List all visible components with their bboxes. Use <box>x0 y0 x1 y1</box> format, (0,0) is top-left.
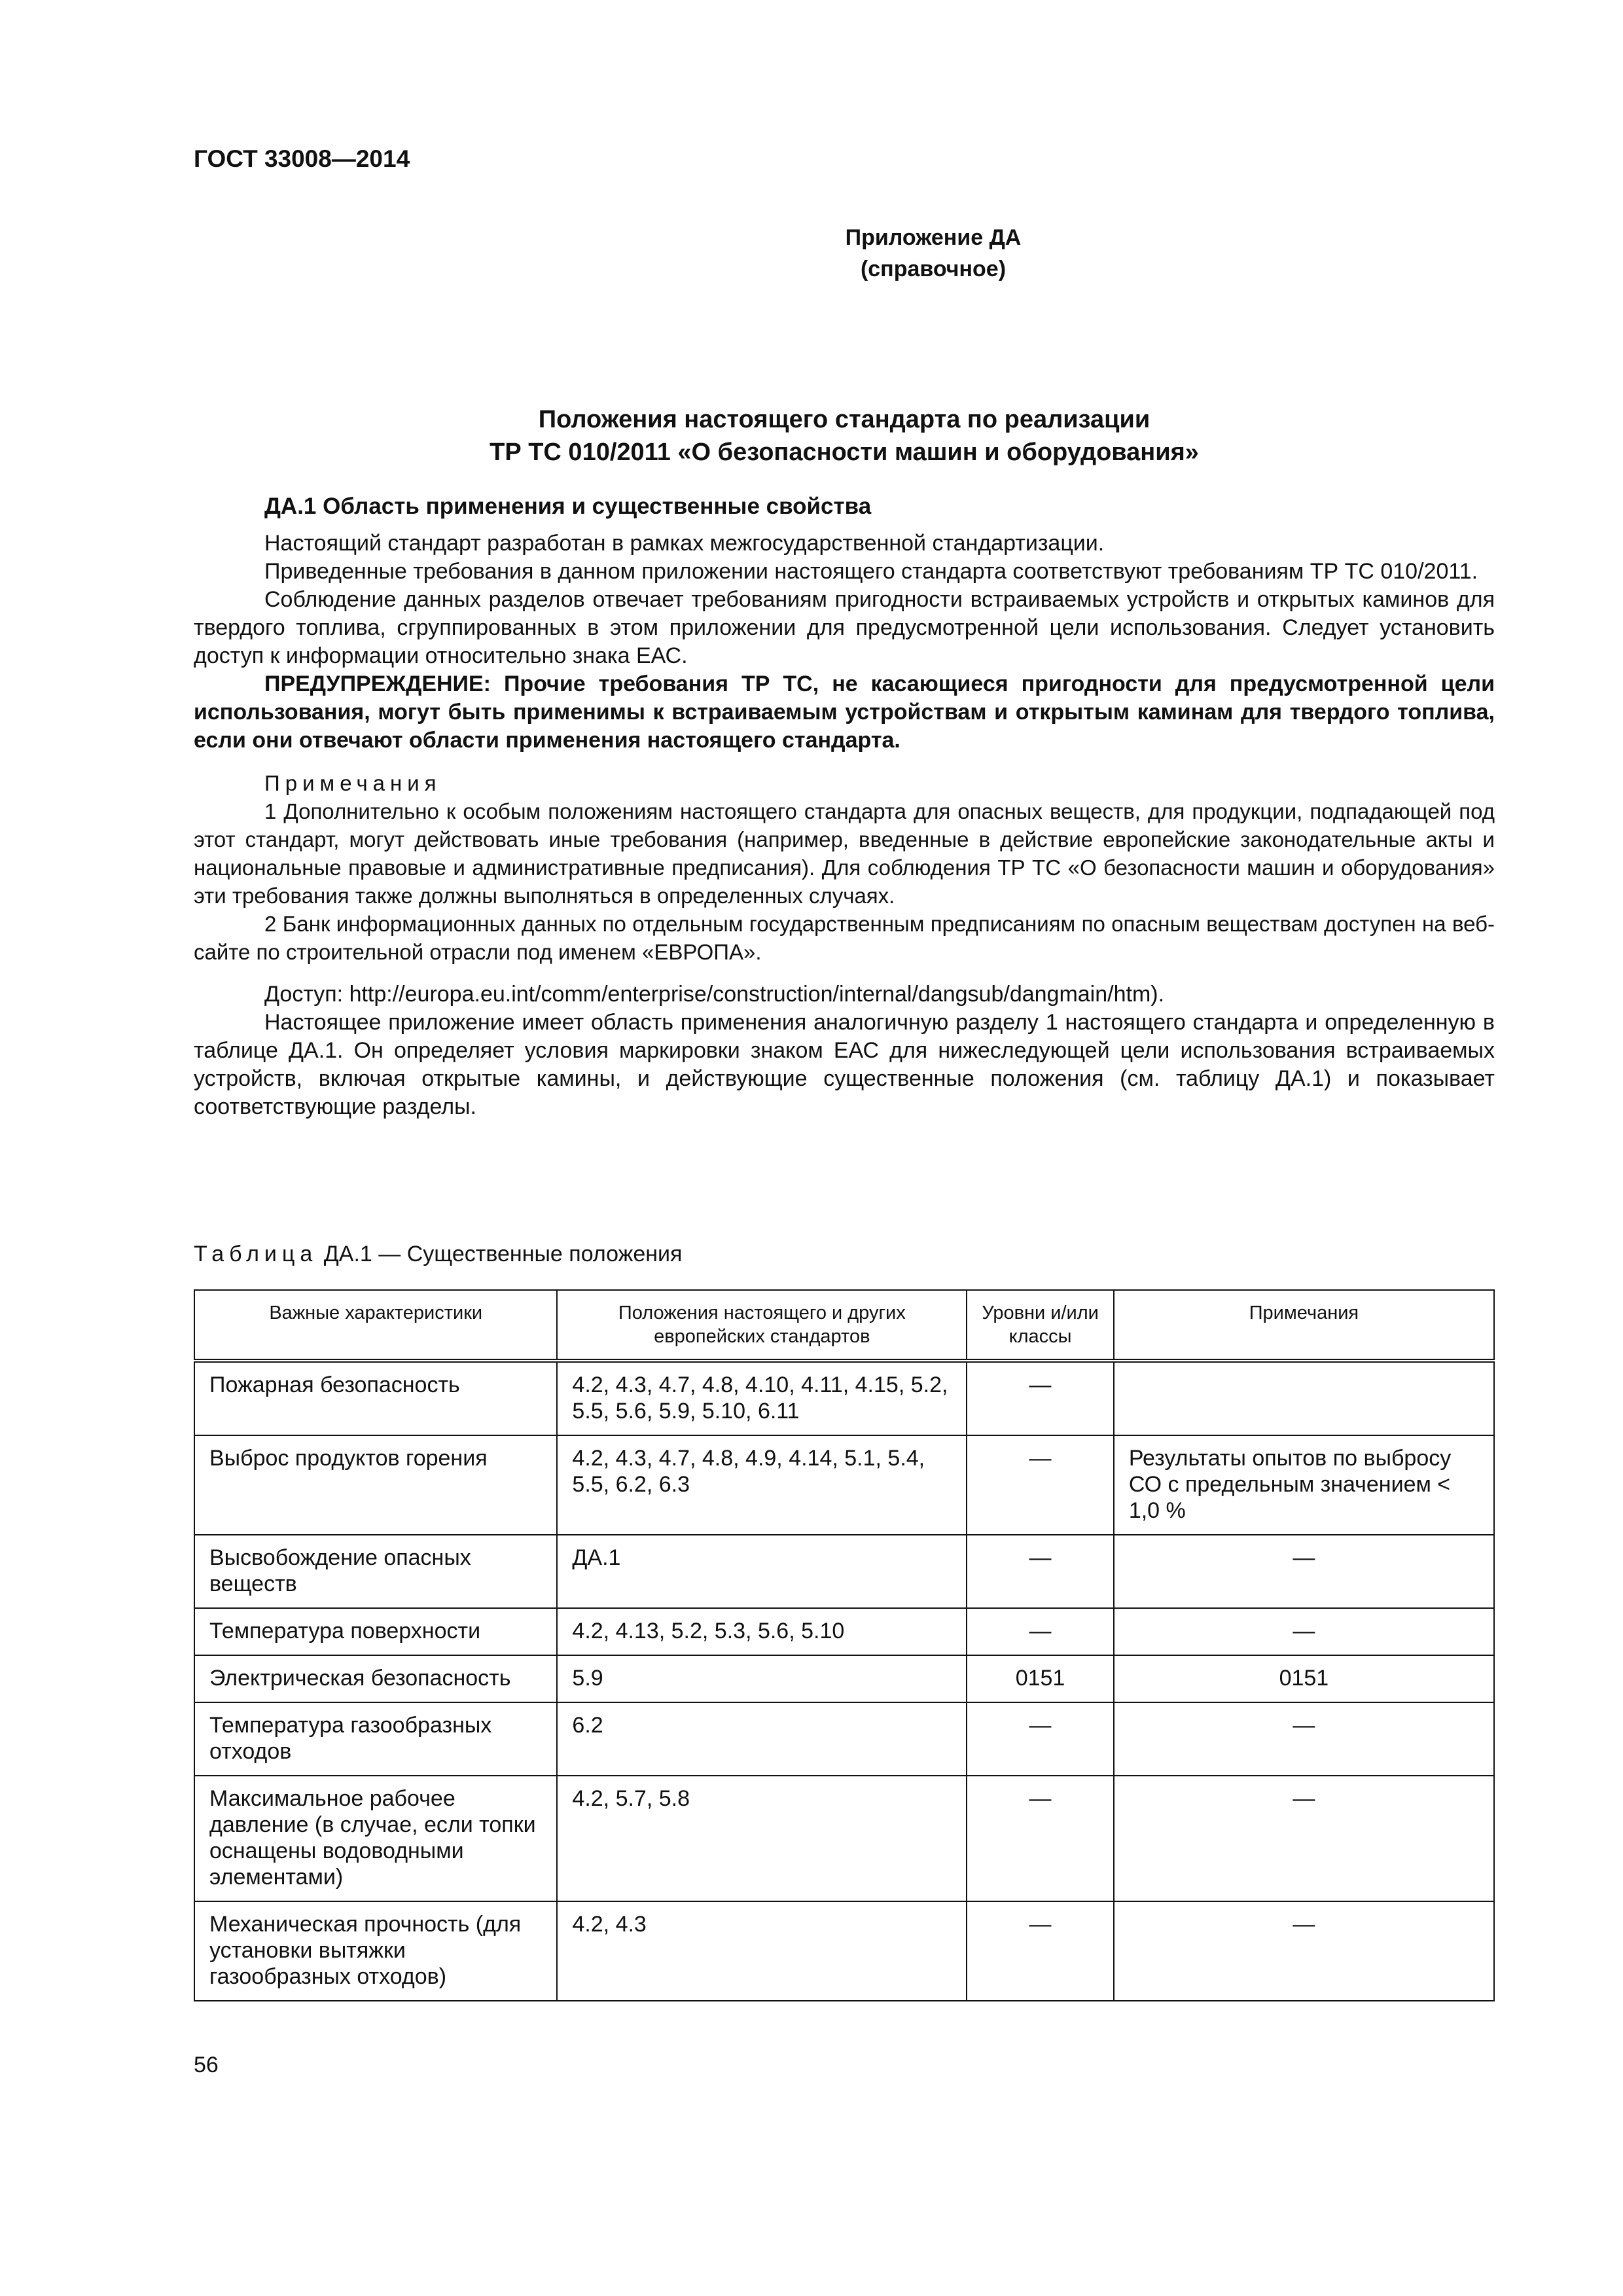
table-row <box>194 1702 1494 1776</box>
cell-levels: 0151 <box>967 1655 1114 1702</box>
cell-notes: — <box>1114 1901 1494 2001</box>
cell-provisions: 4.2, 4.3, 4.7, 4.8, 4.10, 4.11, 4.15, 5.2, 5.5, 5.6, 5.9, 5.10, 6.11 <box>557 1361 967 1435</box>
cell-notes: Результаты опытов по выбросу СО с предельным значением < 1,0 % <box>1114 1435 1494 1535</box>
cell-notes: — <box>1114 1776 1494 1901</box>
cell-provisions: 5.9 <box>557 1655 967 1702</box>
main-title-line-1: Положения настоящего стандарта по реализации <box>538 406 1150 433</box>
cell-provisions: 4.2, 4.3 <box>557 1901 967 2001</box>
table-row <box>194 1435 1494 1535</box>
essential-provisions-table <box>194 1289 1495 2001</box>
annex-type: (справочное) <box>860 257 1007 281</box>
table-row <box>194 1535 1494 1608</box>
header-provisions: Положения настоящего и других европейских стандартов <box>557 1290 967 1361</box>
note-1: 1 Дополнительно к особым положениям настоящего стандарта для опасных веществ, для продукции, подпадающей под этот стандарт, могут действовать иные требования (например, введенные в действие европейские законодательные акты и национальные правовые и административные предписания). Для соблюдения ТР ТС «О безопасности машин и оборудования» эти требования также должны выполняться в определенных случаях. <box>194 799 1495 908</box>
cell-characteristic: Электрическая безопасность <box>194 1655 557 1702</box>
table-row <box>194 1901 1494 2001</box>
cell-levels: — <box>967 1776 1114 1901</box>
header-notes: Примечания <box>1114 1290 1494 1361</box>
cell-levels: — <box>967 1361 1114 1435</box>
cell-levels: — <box>967 1435 1114 1535</box>
table-caption <box>194 1242 682 1267</box>
note-2: 2 Банк информационных данных по отдельным государственным предписаниям по опасным веществам доступен на веб-сайте по строительной отрасли под именем «ЕВРОПА». <box>194 912 1495 964</box>
cell-levels: — <box>967 1702 1114 1776</box>
cell-notes: — <box>1114 1702 1494 1776</box>
cell-provisions: ДА.1 <box>557 1535 967 1608</box>
cell-characteristic: Максимальное рабочее давление (в случае, если топки оснащены водоводными элементами) <box>194 1776 557 1901</box>
paragraph-3: Соблюдение данных разделов отвечает требованиям пригодности встраиваемых устройств и открытых каминов для твердого топлива, сгруппированных в этом приложении для предусмотренной цели использования. Следует установить доступ к информации относительно знака ЕАС. <box>194 587 1495 668</box>
page-number: 56 <box>194 2053 219 2077</box>
cell-notes <box>1114 1361 1494 1435</box>
cell-characteristic: Механическая прочность (для установки вытяжки газообразных отходов) <box>194 1901 557 2001</box>
cell-provisions: 4.2, 4.13, 5.2, 5.3, 5.6, 5.10 <box>557 1608 967 1655</box>
cell-notes: — <box>1114 1535 1494 1608</box>
header-levels: Уровни и/или классы <box>967 1290 1114 1361</box>
table-row <box>194 1361 1494 1435</box>
paragraph-2: Приведенные требования в данном приложении настоящего стандарта соответствуют требованиям ТР ТС 010/2011. <box>264 559 1478 584</box>
table-row <box>194 1655 1494 1702</box>
cell-characteristic: Температура поверхности <box>194 1608 557 1655</box>
cell-notes: — <box>1114 1608 1494 1655</box>
main-title-line-2: ТР ТС 010/2011 «О безопасности машин и оборудования» <box>490 439 1199 466</box>
cell-levels: — <box>967 1535 1114 1608</box>
cell-characteristic: Температура газообразных отходов <box>194 1702 557 1776</box>
header-characteristics: Важные характеристики <box>194 1290 557 1361</box>
cell-characteristic: Пожарная безопасность <box>194 1361 557 1435</box>
table-row <box>194 1608 1494 1655</box>
notes-heading: Примечания <box>264 771 442 795</box>
cell-notes: 0151 <box>1114 1655 1494 1702</box>
cell-provisions: 4.2, 4.3, 4.7, 4.8, 4.9, 4.14, 5.1, 5.4, 5.5, 6.2, 6.3 <box>557 1435 967 1535</box>
access-link-text: Доступ: http://europa.eu.int/comm/enterprise/construction/internal/dangsub/dangmain/htm). <box>264 982 1165 1007</box>
cell-characteristic: Высвобождение опасных веществ <box>194 1535 557 1608</box>
paragraph-1: Настоящий стандарт разработан в рамках межгосударственной стандартизации. <box>264 531 1105 556</box>
table-row <box>194 1776 1494 1901</box>
cell-levels: — <box>967 1608 1114 1655</box>
cell-provisions: 6.2 <box>557 1702 967 1776</box>
paragraph-4: Настоящее приложение имеет область применения аналогичную разделу 1 настоящего стандарта и определенную в таблице ДА.1. Он определяет условия маркировки знаком ЕАС для нижеследующей цели использования встраиваемых устройств, включая открытые камины, и действующие существенные положения (см. таблицу ДА.1) и показывает соответствующие разделы. <box>194 1010 1495 1119</box>
section-heading: ДА.1 Область применения и существенные свойства <box>264 493 872 519</box>
annex-title: Приложение ДА <box>845 225 1022 250</box>
document-code: ГОСТ 33008—2014 <box>194 145 410 172</box>
table-header-row <box>194 1290 1494 1361</box>
cell-levels: — <box>967 1901 1114 2001</box>
cell-provisions: 4.2, 5.7, 5.8 <box>557 1776 967 1901</box>
section-da1 <box>194 492 1495 1121</box>
table-caption-rest: ДА.1 — Существенные положения <box>323 1242 683 1266</box>
warning-paragraph: ПРЕДУПРЕЖДЕНИЕ: Прочие требования ТР ТС, не касающиеся пригодности для предусмотренной цели использования, могут быть применимы к встраиваемым устройствам и открытым каминам для твердого топлива, если они отвечают области применения настоящего стандарта. <box>194 672 1495 753</box>
table-caption-word: Таблица <box>194 1242 318 1266</box>
cell-characteristic: Выброс продуктов горения <box>194 1435 557 1535</box>
